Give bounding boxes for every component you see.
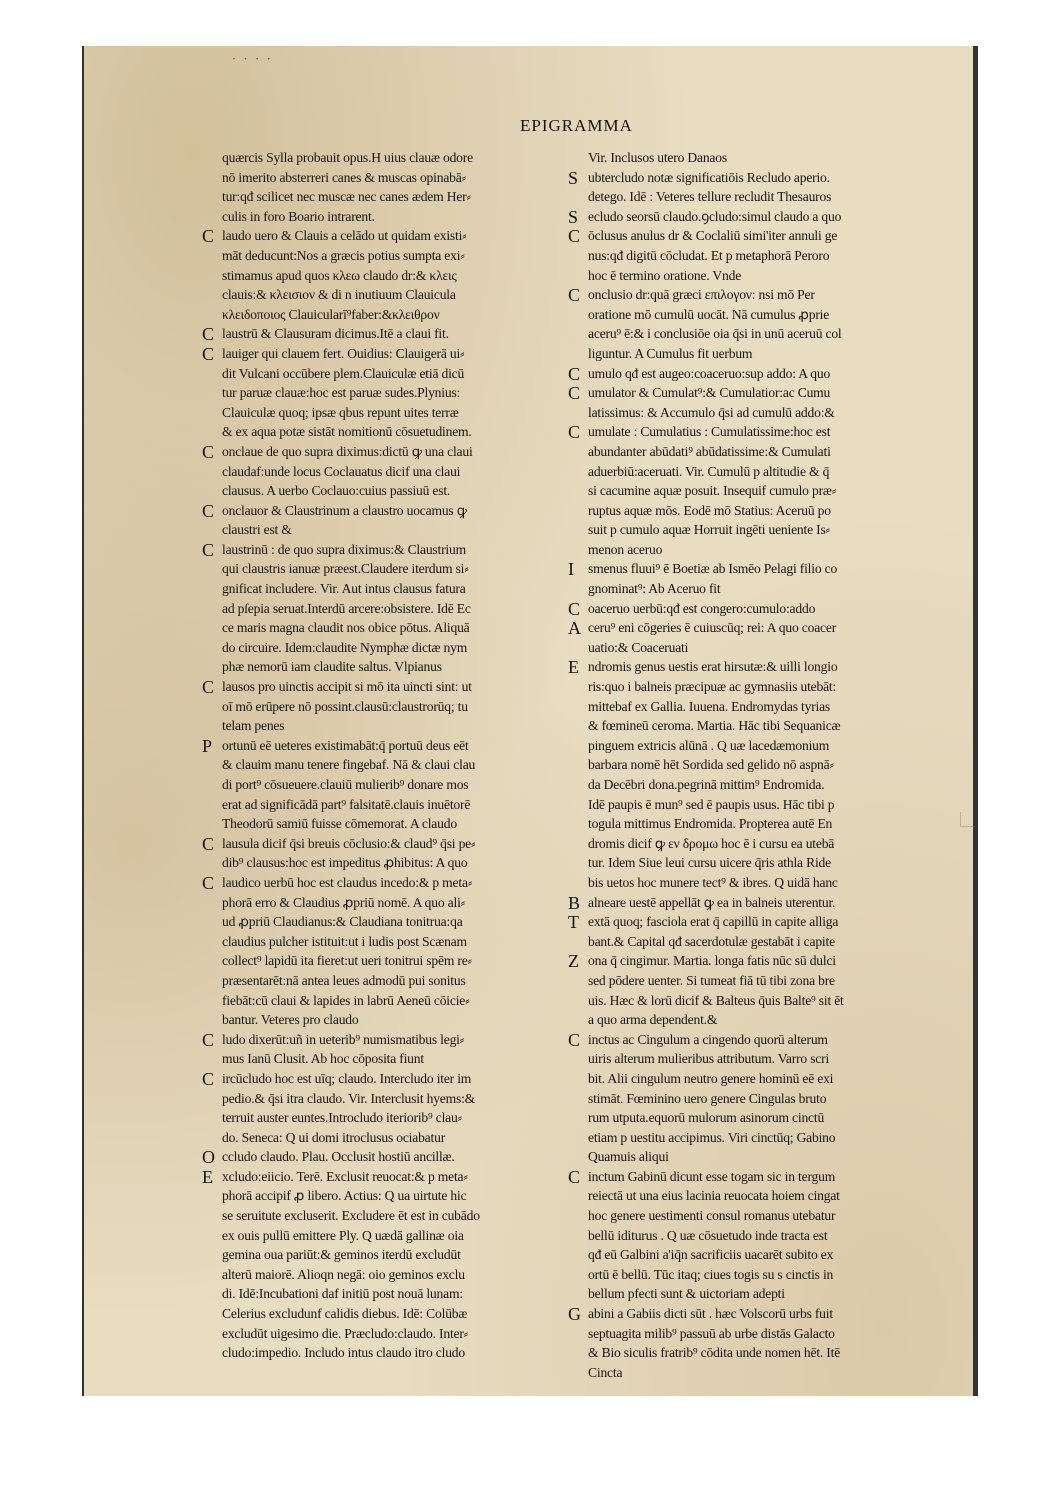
text-line: [202, 1147, 576, 1167]
line-text: κλειδοποιος Clauicularī⁹faber:&κλειθρον: [222, 306, 440, 322]
text-line: [568, 1030, 958, 1050]
line-text: claustri est &: [222, 522, 292, 538]
line-text: di. Idē:Incubationi daf initiū post nouā lunam:: [222, 1286, 463, 1302]
marginal-initial: I: [568, 559, 574, 580]
line-text: bant.& Capital qđ sacerdotulæ gestabāt i capite: [588, 933, 835, 949]
text-line: [202, 344, 576, 364]
line-text: dib⁹ clausus:hoc est impeditus ꝓhibitus: A quo: [222, 855, 468, 871]
marginal-initial: Z: [568, 951, 579, 971]
text-line: [202, 991, 576, 1011]
text-line: [202, 403, 576, 423]
text-line: [568, 1363, 958, 1383]
line-text: cludo:impedio. Includo intus claudo itro cludo: [222, 1345, 465, 1361]
text-line: [568, 226, 958, 246]
line-text: māt deducunt:Nos a græcis potius sumpta exi⸗: [222, 247, 465, 263]
marginal-initial: C: [202, 1068, 215, 1089]
text-line: [202, 736, 576, 756]
marginal-initial: C: [568, 1029, 581, 1050]
text-line: [568, 1265, 958, 1285]
text-line: [202, 579, 576, 599]
text-line: [568, 638, 958, 658]
line-text: aduerbiū:aceruati. Vir. Cumulū p altitudie & q̄: [588, 463, 830, 479]
line-text: bellū iditurus . Q uæ cōsuetudo inde tracta est: [588, 1227, 828, 1243]
line-text: togula mittimus Endromida. Propterea autē En: [588, 816, 833, 832]
line-text: tur. Idem Siue leui cursu uicere q̄ris athla Ride: [588, 855, 831, 871]
text-line: [202, 657, 576, 677]
line-text: xcludo:eiicio. Terē. Exclusit reuocat:& p meta⸗: [222, 1168, 468, 1184]
line-text: ludo dixerūt:uñ in ueterib⁹ numismatibus legi⸗: [222, 1031, 465, 1047]
marginal-initial: O: [202, 1147, 215, 1167]
text-line: [202, 559, 576, 579]
line-text: phorā erro & Claudius ꝓpriū nomē. A quo ali⸗: [222, 894, 465, 910]
line-text: laudico uerbū hoc est claudus incedo:& p meta⸗: [222, 874, 473, 890]
line-text: alterū maiorē. Alioqn negā: oio geminos exclu: [222, 1266, 465, 1282]
line-text: septuagita milib⁹ passuū ab urbe distās Galacto: [588, 1325, 835, 1341]
text-line: [202, 697, 576, 717]
line-text: laustrinū : de quo supra diximus:& Claustrium: [222, 541, 466, 557]
line-text: phæ nemorū iam claudite saltus. Vlpianus: [222, 659, 442, 675]
text-line: [202, 226, 576, 246]
line-text: se seruitute excluserit. Excludere ēt est in cubādo: [222, 1208, 480, 1224]
text-line: [568, 520, 958, 540]
marginal-initial: S: [568, 206, 579, 227]
marginal-initial: C: [202, 677, 215, 697]
text-line: [202, 1343, 576, 1363]
line-text: erat ad significādā part⁹ falsitatē.clauis inuētorē: [222, 796, 471, 812]
left-column: [202, 148, 576, 1363]
line-text: a quo arma dependent.&: [588, 1012, 718, 1028]
line-text: & clauim manu tenere fingebaf. Nā & claui clau: [222, 757, 476, 773]
line-text: mus Ianū Clusit. Ab hoc cōposita fiunt: [222, 1051, 424, 1067]
marginal-initial: P: [202, 735, 213, 756]
marginal-initial: C: [568, 422, 581, 442]
marginal-initial: C: [202, 226, 215, 246]
line-text: extā quoq; fasciola erat q̄ capillū in capite alliga: [588, 914, 839, 930]
line-text: telam penes: [222, 718, 285, 734]
book-page: [84, 46, 973, 1396]
line-text: etiam p uestitu accipimus. Viri cinctūq; Gabino: [588, 1129, 836, 1145]
line-text: inctus ac Cingulum a cingendo quorū alterum: [588, 1031, 828, 1047]
line-text: Idē paupis ē mun⁹ sed ē paupis usus. Hāc tibi p: [588, 796, 835, 812]
line-text: excludūt uigesimo die. Præcludo:claudo. Inter⸗: [222, 1325, 469, 1341]
line-text: rum utputa.equorū mulorum asinorum cinctū: [588, 1110, 825, 1126]
line-text: gnificat includere. Vir. Aut intus clausus fatura: [222, 581, 466, 597]
text-line: [202, 893, 576, 913]
marginal-initial: C: [202, 343, 215, 364]
marginal-initial: C: [202, 539, 215, 560]
text-line: [568, 991, 958, 1011]
text-line: [568, 1167, 958, 1187]
text-line: [202, 1226, 576, 1246]
line-text: mittebaf ex Gallia. Iuuena. Endromydas tyrias: [588, 698, 831, 714]
line-text: ortū ē bellū. Tūc itaq; ciues togis su s cinctis in: [588, 1266, 834, 1282]
text-line: [202, 755, 576, 775]
text-line: [568, 1089, 958, 1109]
line-text: uis. Hæc & lorū dicif & Balteus q̄uis Balte⁹ sit ēt: [588, 992, 844, 1008]
marginal-initial: B: [568, 892, 581, 913]
text-line: [568, 834, 958, 854]
text-line: [568, 599, 958, 619]
text-line: [202, 442, 576, 462]
text-line: [568, 716, 958, 736]
line-text: tur:qđ scilicet nec muscæ nec canes ædem Her⸗: [222, 189, 471, 205]
text-line: [568, 462, 958, 482]
line-text: Clauiculæ quoq; ipsæ qbus repunt uites terræ: [222, 404, 459, 420]
marginal-initial: C: [568, 285, 581, 305]
line-text: dromis dicif ꝙ εν δρομω hoc ē i cursu ea utebā: [588, 835, 835, 851]
margin-tick-mark: [960, 812, 975, 827]
line-text: ona q̄ cingimur. Martia. longa fatis nūc sū dulci: [588, 953, 836, 969]
text-line: [202, 1089, 576, 1109]
line-text: Celerius excludunf calidis diebus. Idē: Colūbæ: [222, 1306, 468, 1322]
text-line: [202, 501, 576, 521]
text-line: [568, 422, 958, 442]
line-text: oī mō erūpere nō possint.clausū:claustrorūq; tu: [222, 698, 468, 714]
text-line: [202, 1245, 576, 1265]
line-text: lausula dicif q̄si breuis cōclusio:& claud⁹ q̄si pe⸗: [222, 835, 476, 851]
line-text: onclusio dr:quā græci επιλογον: nsi mō Per: [588, 287, 815, 303]
line-text: clauis:& κλεισιον & di n inutiuum Clauicula: [222, 287, 456, 303]
line-text: umulator & Cumulat⁹:& Cumulatior:ac Cumu: [588, 385, 831, 401]
text-line: [568, 775, 958, 795]
marginal-initial: C: [568, 383, 581, 403]
text-line: [202, 1265, 576, 1285]
line-text: laudo uero & Clauis a celādo ut quidam existi⸗: [222, 228, 467, 244]
line-text: aceru⁹ ē:& i conclusiōe oia q̄si in unū aceruū col: [588, 326, 842, 342]
line-text: onclauor & Claustrinum a claustro uocamus ꝙ: [222, 502, 467, 518]
line-text: onclaue de quo supra diximus:dictū ꝙ una claui: [222, 443, 473, 459]
text-line: [568, 951, 958, 971]
line-text: ccludo claudo. Plau. Occlusit hostiū ancillæ.: [222, 1149, 455, 1165]
marginal-initial: C: [568, 598, 581, 619]
text-line: [568, 1226, 958, 1246]
line-text: di port⁹ cōsueuere.clauiū mulierib⁹ donare mos: [222, 777, 469, 792]
line-text: suit p cumulo aquæ Horruit ingēti ueniente Is⸗: [588, 522, 830, 538]
line-text: barbara nomē hēt Sordida sed gelido nō aspnā⸗: [588, 757, 834, 773]
line-text: tur paruæ clauæ:hoc est paruæ sudes.Plynius:: [222, 385, 461, 401]
marginal-initial: T: [568, 912, 579, 932]
line-text: qđ eū Galbini a'iq̄n sacrificiis uacarēt subito ex: [588, 1247, 834, 1263]
text-line: [568, 1069, 958, 1089]
line-text: ex ouis pullū emittere Ply. Q uædā gallinæ oia: [222, 1227, 464, 1243]
text-line: [568, 912, 958, 932]
text-line: [568, 481, 958, 501]
text-line: [568, 1284, 958, 1304]
text-line: [568, 755, 958, 775]
line-text: ce maris magna claudit nos obice pōtus. Aliquā: [222, 620, 470, 636]
text-line: [202, 168, 576, 188]
text-line: [202, 1324, 576, 1344]
text-line: [568, 893, 958, 913]
text-line: [568, 403, 958, 423]
text-line: [568, 246, 958, 266]
text-line: [202, 462, 576, 482]
text-line: [568, 1343, 958, 1363]
right-column: [568, 148, 958, 1382]
marginal-initial: C: [202, 324, 215, 344]
text-line: [568, 305, 958, 325]
line-text: nus:qđ digitū cōcludat. Et p metaphorā Peroro: [588, 247, 830, 263]
line-text: abini a Gabiis dicti sūt . hæc Volscorū urbs fuit: [588, 1306, 833, 1322]
line-text: ubtercludo notæ significatiōis Recludo aperio.: [588, 169, 830, 185]
line-text: do. Seneca: Q ui domi itroclusus ociabatur: [222, 1129, 446, 1145]
text-line: [202, 775, 576, 795]
line-text: ecludo seorsū claudo.ꝯcludo:simul claudo a quo: [588, 208, 842, 224]
line-text: præsentarēt:nā antea leues admodū pui sonitus: [222, 972, 466, 988]
text-line: [202, 520, 576, 540]
line-text: stimamus apud quos κλεω claudo dr:& κλεις: [222, 267, 457, 283]
line-text: hoc ē termino oratione. Vnde: [588, 267, 742, 283]
line-text: umulate : Cumulatius : Cumulatissime:hoc est: [588, 424, 831, 440]
text-line: [568, 266, 958, 286]
line-text: dit Vulcani occūbere plem.Clauiculæ etiā dicū: [222, 365, 465, 381]
text-line: [202, 207, 576, 227]
text-line: [202, 873, 576, 893]
line-text: Vir. Inclusos utero Danaos: [588, 150, 727, 165]
marginal-initial: C: [568, 1166, 581, 1187]
marginal-initial: C: [202, 1029, 215, 1050]
text-line: [202, 1186, 576, 1206]
text-line: [568, 1147, 958, 1167]
text-line: [202, 383, 576, 403]
text-line: [568, 207, 958, 227]
text-line: [202, 853, 576, 873]
text-line: [568, 364, 958, 384]
line-text: culis in foro Boario intrarent.: [222, 208, 375, 224]
text-line: [568, 148, 958, 168]
line-text: ris:quo i balneis præcipuæ ac gymnasiis utebāt:: [588, 679, 837, 695]
line-text: Theodorū samiū fuisse cōmemorat. A claudo: [222, 816, 457, 832]
line-text: claudius pulcher istituit:ut i ludis post Scænam: [222, 933, 467, 949]
line-text: quærcis Sylla probauit opus.H uius clauæ odore: [222, 150, 473, 165]
text-line: [202, 834, 576, 854]
line-text: latissimus: & Accumulo q̄si ad cumulū addo:&: [588, 404, 835, 420]
text-line: [568, 1324, 958, 1344]
text-line: [568, 187, 958, 207]
text-line: [202, 677, 576, 697]
line-text: pedio.& q̄si itra claudo. Vir. Interclusit hyems:&: [222, 1090, 476, 1106]
line-text: ndromis genus uestis erat hirsutæ:& uilli longio: [588, 659, 838, 675]
text-line: [202, 1206, 576, 1226]
text-line: [568, 618, 958, 638]
line-text: si cacumine aquæ posuit. Insequif cumulo præ⸗: [588, 483, 837, 499]
text-line: [202, 1284, 576, 1304]
text-line: [568, 971, 958, 991]
text-line: [568, 324, 958, 344]
marginal-initial: S: [568, 167, 579, 188]
marginal-initial: G: [568, 1304, 581, 1324]
text-line: [568, 1108, 958, 1128]
line-text: Quamuis aliqui: [588, 1149, 669, 1165]
line-text: smenus fluui⁹ ē Boetiæ ab Ismēo Pelagi filio co: [588, 561, 838, 577]
line-text: nō imerito absterreri canes & muscas opinabā⸗: [222, 169, 466, 185]
line-text: uiris alterum mulieribus attributum. Varro scri: [588, 1051, 830, 1067]
text-line: [202, 481, 576, 501]
line-text: & ex aqua potæ sistāt nomitionū cōsuetudinem.: [222, 424, 472, 440]
top-mark: · · · ·: [232, 52, 273, 66]
line-text: menon aceruo: [588, 541, 663, 557]
line-text: abundanter abūdati⁹ abūdatissime:& Cumulati: [588, 443, 831, 459]
text-line: [568, 1128, 958, 1148]
text-line: [568, 657, 958, 677]
text-line: [568, 559, 958, 579]
marginal-initial: E: [568, 657, 579, 678]
text-line: [202, 1128, 576, 1148]
line-text: ud ꝓpriū Claudianus:& Claudiana tonitrua:qa: [222, 914, 463, 930]
line-text: umulo qđ est augeo:coaceruo:sup addo: A quo: [588, 365, 831, 381]
line-text: uatio:& Coaceruati: [588, 639, 689, 655]
marginal-initial: C: [202, 872, 215, 893]
line-text: ōclusus anulus dr & Coclaliū simi'iter annuli ge: [588, 228, 838, 244]
text-line: [202, 599, 576, 619]
text-line: [568, 344, 958, 364]
text-line: [568, 540, 958, 560]
text-line: [202, 814, 576, 834]
text-line: [202, 638, 576, 658]
running-head: EPIGRAMMA: [520, 116, 633, 135]
text-line: [202, 187, 576, 207]
text-line: [568, 579, 958, 599]
line-text: oaceruo uerbū:qđ est congero:cumulo:addo: [588, 600, 816, 616]
line-text: da Decēbri dona.pegrinā mittim⁹ Endromida.: [588, 777, 825, 792]
text-line: [568, 1304, 958, 1324]
line-text: bit. Alii cingulum neutro genere hominū eē exi: [588, 1070, 834, 1086]
line-text: & fœmineū ceroma. Martia. Hāc tibi Sequanicæ: [588, 718, 841, 734]
text-line: [202, 540, 576, 560]
text-line: [202, 148, 576, 168]
text-line: [202, 1108, 576, 1128]
line-text: reiectā ut una eius lacinia reuocata hoiem cingat: [588, 1188, 840, 1204]
text-line: [202, 716, 576, 736]
text-line: [202, 932, 576, 952]
text-line: [202, 1030, 576, 1050]
line-text: ceru⁹ eni cōgeries ē cuiuscūq; rei: A quo coacer: [588, 620, 837, 636]
text-line: [568, 1186, 958, 1206]
line-text: inctum Gabinū dicunt esse togam sic in tergum: [588, 1168, 836, 1184]
line-text: sed pōdere uenter. Si tumeat fiā tū tibi zona bre: [588, 972, 835, 988]
text-line: [568, 1010, 958, 1030]
line-text: ruptus aquæ mōs. Eodē mō Statius: Aceruū po: [588, 502, 831, 518]
text-line: [202, 1010, 576, 1030]
text-line: [202, 285, 576, 305]
line-text: ortunū eē ueteres existimabāt:q̄ portuū deus eēt: [222, 737, 469, 753]
line-text: gnominat⁹: Ab Aceruo fit: [588, 581, 721, 597]
text-line: [202, 364, 576, 384]
text-line: [568, 285, 958, 305]
text-line: [568, 932, 958, 952]
line-text: & Bio siculis fratrib⁹ cōdita unde nomen hēt. Itē: [588, 1345, 841, 1361]
text-line: [568, 736, 958, 756]
marginal-initial: A: [568, 618, 581, 638]
line-text: detego. Idē : Veteres tellure recludit Thesauros: [588, 189, 832, 205]
text-line: [202, 951, 576, 971]
line-text: bantur. Veteres pro claudo: [222, 1012, 359, 1028]
text-line: [568, 383, 958, 403]
line-text: pinguem extricis alūnā . Q uæ lacedæmonium: [588, 737, 830, 753]
line-text: stimāt. Fœminino uero genere Cingulas bruto: [588, 1090, 827, 1106]
text-line: [202, 1049, 576, 1069]
text-line: [568, 814, 958, 834]
line-text: oratione mō cumulū uocāt. Nā cumulus ꝓprie: [588, 306, 830, 322]
text-line: [202, 324, 576, 344]
text-line: [568, 1245, 958, 1265]
marginal-initial: C: [202, 500, 215, 521]
line-text: bis uetos hoc munere tect⁹ & ibres. Q uidā hanc: [588, 874, 838, 890]
line-text: fiebāt:cū claui & lapides in labrū Aeneū cōicie⸗: [222, 992, 470, 1008]
text-line: [202, 912, 576, 932]
text-line: [568, 795, 958, 815]
text-line: [202, 266, 576, 286]
line-text: lausos pro uinctis accipit si mō ita uincti sint: ut: [222, 679, 472, 695]
text-line: [202, 1167, 576, 1187]
marginal-initial: C: [202, 441, 215, 462]
text-line: [568, 1049, 958, 1069]
marginal-initial: E: [202, 1166, 213, 1187]
line-text: ircūcludo hoc est uīq; claudo. Intercludo iter im: [222, 1070, 472, 1086]
line-text: claudaf:unde locus Coclauatus dicif una claui: [222, 463, 461, 479]
line-text: Cincta: [588, 1364, 623, 1380]
line-text: bellum pfecti sunt & uictoriam adepti: [588, 1286, 785, 1302]
marginal-initial: C: [568, 226, 581, 246]
line-text: do circuire. Idem:claudite Nymphæ dictæ nym: [222, 639, 468, 655]
line-text: laustrū & Clausuram dicimus.Itē a claui fit.: [222, 326, 449, 342]
book-scan: [82, 46, 978, 1396]
text-line: [568, 1206, 958, 1226]
line-text: clausus. A uerbo Coclauo:cuius passiuū est.: [222, 483, 451, 499]
text-line: [568, 697, 958, 717]
text-line: [202, 795, 576, 815]
text-line: [202, 246, 576, 266]
text-line: [568, 853, 958, 873]
text-line: [568, 501, 958, 521]
text-line: [202, 971, 576, 991]
line-text: qui claustris ianuæ præest.Claudere iterdum si⸗: [222, 561, 469, 577]
line-text: hoc genere uestimenti consul romanus utebatur: [588, 1208, 836, 1224]
text-line: [568, 873, 958, 893]
line-text: terruit auster euntes.Introcludo iteriorib⁹ clau⸗: [222, 1110, 462, 1126]
line-text: liguntur. A Cumulus fit uerbum: [588, 345, 753, 361]
marginal-initial: C: [202, 833, 215, 854]
text-line: [202, 1069, 576, 1089]
text-line: [202, 1304, 576, 1324]
line-text: lauiger qui clauem fert. Ouidius: Clauigerā ui⸗: [222, 345, 465, 361]
text-line: [568, 677, 958, 697]
line-text: collect⁹ lapidū ita fieret:ut ueri tonitrui spēm re⸗: [222, 953, 472, 969]
line-text: gemina oua pariūt:& geminos iterdū excludūt: [222, 1247, 461, 1263]
line-text: ad pſepia seruat.Interdū arcere:obsistere. Idē Ec: [222, 600, 471, 616]
line-text: alneare uestē appellāt ꝙ ea in balneis uterentur.: [588, 894, 836, 910]
text-line: [202, 422, 576, 442]
text-line: [568, 442, 958, 462]
text-line: [568, 168, 958, 188]
marginal-initial: C: [568, 363, 581, 384]
text-line: [202, 618, 576, 638]
text-line: [202, 305, 576, 325]
line-text: phorā accipif ꝓ libero. Actius: Q ua uirtute hic: [222, 1188, 467, 1204]
